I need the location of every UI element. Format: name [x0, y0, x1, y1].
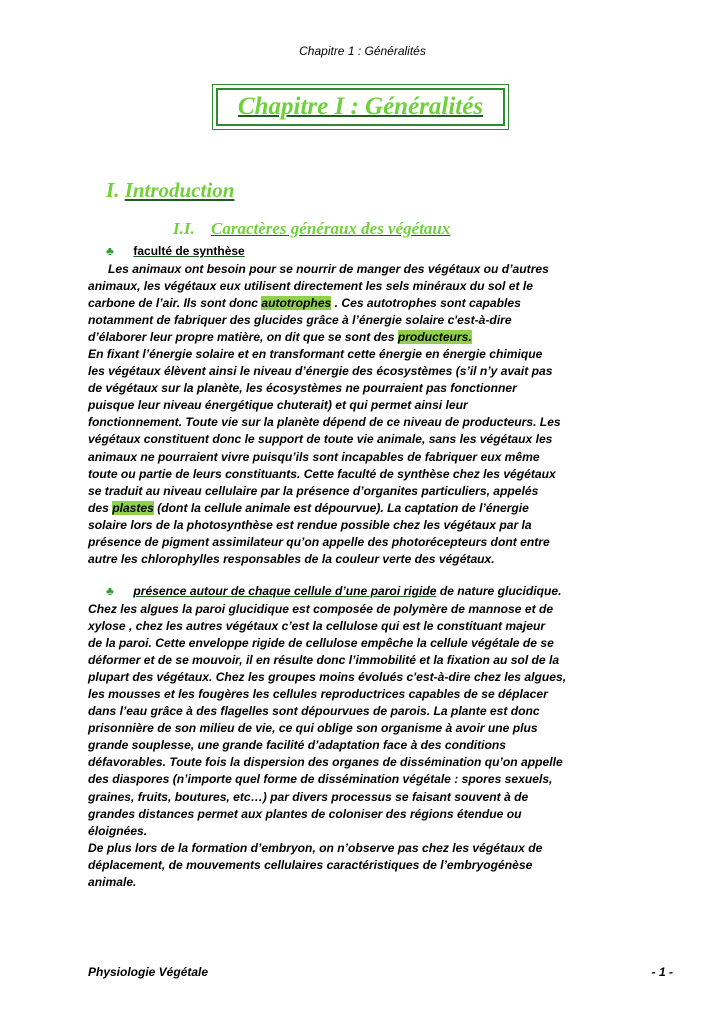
- bullet-underlined-text: présence autour de chaque cellule d’une paroi rigide: [133, 584, 437, 598]
- bullet-label: faculté de synthèse: [133, 244, 245, 258]
- text-line: déformer et de se mouvoir, il en résulte donc l’immobilité et la fixation au sol de la: [88, 653, 560, 668]
- text-line: De plus lors de la formation d’embryon, on n’observe pas chez les végétaux de: [88, 840, 543, 855]
- bullet-paroi-rigide: [106, 584, 561, 598]
- text-line: les végétaux élèvent ainsi le niveau d’énergie des écosystèmes (s’il n’y avait pas: [88, 364, 553, 379]
- text-line: autre les chlorophylles responsables de la couleur verte des végétaux.: [88, 551, 495, 566]
- text-line: En fixant l’énergie solaire et en transformant cette énergie en énergie chimique: [88, 347, 543, 362]
- text-line: déplacement, de mouvements cellulaires caractéristiques de l’embryogénèse: [88, 857, 533, 872]
- text-line: des plastes (dont la cellule animale est dépourvue). La captation de l’énergie: [88, 500, 529, 515]
- footer-page-number: - 1 -: [651, 965, 673, 979]
- text-line: puisque leur niveau énergétique chuterait) et qui permet ainsi leur: [88, 398, 468, 413]
- subsection-number: I.I.: [173, 219, 195, 238]
- text-line: notamment de fabriquer des glucides grâce à l’énergie solaire c'est-à-dire: [88, 313, 512, 328]
- text-line: solaire lors de la photosynthèse est rendue possible chez les végétaux par la: [88, 517, 532, 532]
- subsection-label: Caractères généraux des végétaux: [210, 219, 451, 238]
- text-line: animaux ne pourraient vivre puisqu’ils sont incapables de fabriquer eux même: [88, 449, 540, 464]
- bullet-faculte-synthese: [106, 244, 245, 258]
- text-line: prisonnière de son milieu de vie, ce qui oblige son organisme à avoir une plus: [88, 721, 538, 736]
- text-line: grande souplesse, une grande facilité d’adaptation face à des conditions: [88, 738, 507, 753]
- paragraph-paroi: [88, 601, 648, 891]
- text-line: Chez les algues la paroi glucidique est composée de polymère de mannose et de: [88, 602, 554, 616]
- text-line: animale.: [88, 874, 137, 889]
- club-icon: ♣: [106, 584, 114, 598]
- text-line: végétaux constituent donc le support de toute vie animale, sans les végétaux les: [88, 432, 553, 447]
- text-line: xylose , chez les autres végétaux c’est la cellulose qui est le constituant majeur: [88, 619, 546, 634]
- text-line: grandes distances permet aux plantes de coloniser des régions étendue ou: [88, 806, 522, 821]
- text-line: carbone de l’air. Ils sont donc autotrophes . Ces autotrophes sont capables: [88, 296, 521, 311]
- text-line: Les animaux ont besoin pour se nourrir de manger des végétaux ou d’autres: [108, 262, 549, 276]
- text-line: dans l’eau grâce à des flagelles sont dépourvues de parois. La plante est donc: [88, 704, 540, 719]
- paragraph-synthese: [88, 261, 648, 568]
- text-line: éloignées.: [88, 823, 148, 838]
- text-line: défavorables. Toute fois la dispersion des organes de dissémination qu’on appelle: [88, 755, 563, 770]
- page-header: Chapitre 1 : Généralités: [299, 44, 426, 58]
- text-line: graines, fruits, boutures, etc…) par divers processus se faisant souvent à de: [88, 789, 529, 804]
- highlight-producteurs: producteurs.: [397, 330, 472, 345]
- text-line: de la paroi. Cette enveloppe rigide de cellulose empêche la cellule végétale de se: [88, 636, 554, 651]
- subsection-heading: [173, 219, 450, 239]
- section-number: I.: [106, 178, 120, 202]
- footer-course-title: Physiologie Végétale: [88, 965, 209, 979]
- text-line: fonctionnement. Toute vie sur la planète dépend de ce niveau de producteurs. Les: [88, 415, 561, 430]
- highlight-plastes: plastes: [112, 500, 154, 515]
- highlight-autotrophes: autotrophes: [261, 296, 332, 311]
- club-icon: ♣: [106, 244, 114, 258]
- chapter-title-box: [212, 84, 509, 130]
- section-heading: [106, 178, 234, 203]
- text-line: les mousses et les fougères les cellules reproductrices capables de se déplacer: [88, 687, 548, 702]
- text-line: plupart des végétaux. Chez les groupes moins évolués c'est-à-dire chez les algues,: [88, 670, 567, 685]
- chapter-title-inner-border: [216, 88, 505, 126]
- bullet-rest-text: de nature glucidique.: [436, 584, 562, 598]
- section-label: Introduction: [124, 178, 235, 202]
- text-line: se traduit au niveau cellulaire par la présence d’organites particuliers, appelés: [88, 483, 539, 498]
- text-line: présence de pigment assimilateur qu’on appelle des photorécepteurs dont entre: [88, 534, 550, 549]
- text-line: animaux, les végétaux eux utilisent directement les sels minéraux du sol et le: [88, 279, 533, 294]
- text-line: d’élaborer leur propre matière, on dit que se sont des producteurs.: [88, 330, 472, 345]
- text-line: de végétaux sur la planète, les écosystèmes ne pourraient pas fonctionner: [88, 381, 517, 396]
- text-line: toute ou partie de leurs constituants. Cette faculté de synthèse chez les végétaux: [88, 466, 556, 481]
- text-line: des diaspores (n’importe quel forme de dissémination végétale : spores sexuels,: [88, 772, 553, 787]
- chapter-title: Chapitre I : Généralités: [237, 93, 484, 120]
